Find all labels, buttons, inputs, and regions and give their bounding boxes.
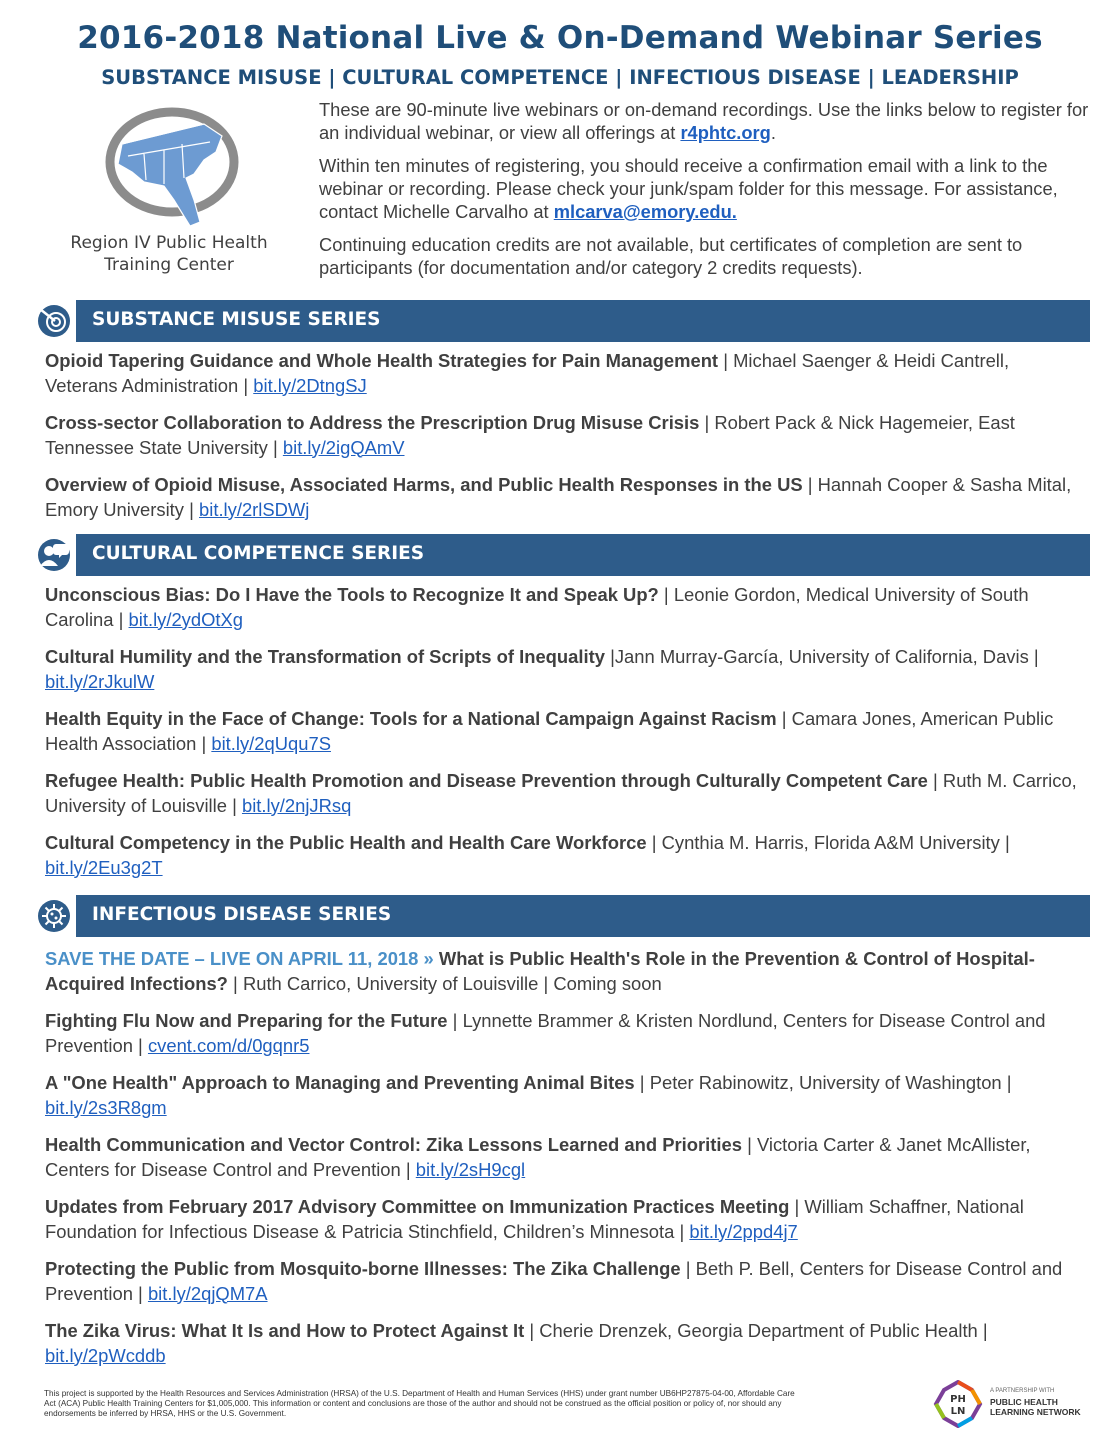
logo-line-2: Training Center: [104, 255, 234, 275]
intro-paragraph-1: These are 90-minute live webinars or on-demand recordings. Use the links below to register for an individual webinar, or view all offerings at r4phtc.org.: [319, 99, 1089, 143]
virus-icon: [32, 895, 76, 937]
webinar-link[interactable]: bit.ly/2njJRsq: [241, 794, 352, 816]
list-item: The Zika Virus: What It Is and How to Protect Against It | Cherie Drenzek, Georgia Department of Public Health | bit.ly/2pWcddb: [45, 1320, 988, 1366]
southeast-map-icon: [54, 104, 284, 234]
people-chat-icon: [32, 534, 76, 576]
substance-misuse-title: SUBSTANCE MISUSE SERIES: [92, 309, 381, 330]
webinar-link[interactable]: bit.ly/2pWcddb: [45, 1344, 166, 1366]
page-title: 2016-2018 National Live & On-Demand Webinar Series: [77, 20, 1043, 56]
list-item: Health Communication and Vector Control: Zika Lessons Learned and Priorities | Victoria Carter & Janet McAllister, Centers for Disease Control and Prevention | bit.ly/2sH9cgl: [45, 1134, 1031, 1180]
cultural-competence-list: [45, 583, 1085, 893]
contact-email-link[interactable]: mlcarva@emory.edu.: [553, 201, 737, 222]
list-item: Fighting Flu Now and Preparing for the Future | Lynnette Brammer & Kristen Nordlund, Centers for Disease Control and Prevention | cvent.com/d/0gqnr5: [45, 1010, 1046, 1056]
webinar-link[interactable]: cvent.com/d/0gqnr5: [147, 1034, 310, 1056]
r4phtc-link[interactable]: r4phtc.org: [680, 122, 771, 143]
infectious-disease-header: [32, 895, 1090, 937]
phln-star-icon: [932, 1380, 984, 1428]
intro-text: [319, 98, 1089, 289]
infectious-disease-list: [45, 947, 1085, 1381]
region-iv-logo: [54, 104, 284, 282]
list-item: Health Equity in the Face of Change: Tools for a National Campaign Against Racism | Camara Jones, American Public Health Association | bit.ly/2qUqu7S: [45, 708, 1054, 754]
list-item: Protecting the Public from Mosquito-borne Illnesses: The Zika Challenge | Beth P. Bell, Centers for Disease Control and Prevention | bit.ly/2qjQM7A: [45, 1258, 1063, 1304]
webinar-link[interactable]: bit.ly/2sH9cgl: [415, 1158, 526, 1180]
webinar-link[interactable]: bit.ly/2ydOtXg: [128, 608, 244, 630]
infectious-disease-title: INFECTIOUS DISEASE SERIES: [92, 904, 392, 925]
phln-logo: [932, 1380, 1082, 1428]
logo-line-1: Region IV Public Health: [70, 233, 268, 253]
svg-text:PH: PH: [950, 1394, 966, 1405]
cultural-competence-header: [32, 534, 1090, 576]
list-item: Unconscious Bias: Do I Have the Tools to Recognize It and Speak Up? | Leonie Gordon, Medical University of South Carolina | bit.ly/2ydOtXg: [45, 584, 1029, 630]
svg-text:LN: LN: [950, 1406, 966, 1417]
webinar-link[interactable]: bit.ly/2DtngSJ: [253, 374, 367, 396]
substance-misuse-list: [45, 349, 1085, 535]
webinar-link[interactable]: bit.ly/2rJkulW: [45, 670, 155, 692]
substance-misuse-header: [32, 300, 1090, 342]
list-item: Overview of Opioid Misuse, Associated Harms, and Public Health Responses in the US | Hannah Cooper & Sasha Mital, Emory University | bit.ly/2rlSDWj: [45, 474, 1072, 520]
list-item: Cultural Humility and the Transformation of Scripts of Inequality |Jann Murray-García, University of California, Davis | bit.ly/2rJkulW: [45, 646, 1039, 692]
series-subtitle: SUBSTANCE MISUSE | CULTURAL COMPETENCE | INFECTIOUS DISEASE | LEADERSHIP: [101, 66, 1019, 89]
webinar-link[interactable]: bit.ly/2Eu3g2T: [45, 856, 163, 878]
list-item: Refugee Health: Public Health Promotion and Disease Prevention through Culturally Competent Care | Ruth M. Carrico, University of Louisville | bit.ly/2njJRsq: [45, 770, 1077, 816]
list-item: Updates from February 2017 Advisory Committee on Immunization Practices Meeting | William Schaffner, National Foundation for Infectious Disease & Patricia Stinchfield, Children’s Minnesota | bit.ly/2ppd4j7: [45, 1196, 1024, 1242]
logo-caption: [54, 232, 284, 276]
webinar-link[interactable]: bit.ly/2qUqu7S: [211, 732, 331, 754]
webinar-link[interactable]: bit.ly/2s3R8gm: [45, 1096, 167, 1118]
intro-paragraph-2: Within ten minutes of registering, you should receive a confirmation email with a link to the webinar or recording. Please check your junk/spam folder for this message. For assistance, contact Michelle Carvalho at mlcarva@emory.edu.: [319, 155, 1058, 222]
list-item: Cross-sector Collaboration to Address the Prescription Drug Misuse Crisis | Robert Pack & Nick Hagemeier, East Tennessee State University | bit.ly/2igQAmV: [45, 412, 1015, 458]
phln-name: PUBLIC HEALTH LEARNING NETWORK: [990, 1397, 1081, 1417]
list-item: Opioid Tapering Guidance and Whole Health Strategies for Pain Management | Michael Saenger & Heidi Cantrell, Veterans Administration | bit.ly/2DtngSJ: [45, 350, 1010, 396]
intro-paragraph-3: Continuing education credits are not available, but certificates of completion are sent to participants (for documentation and/or category 2 credits requests).: [319, 234, 1023, 278]
cultural-competence-title: CULTURAL COMPETENCE SERIES: [92, 543, 425, 564]
target-icon: [32, 300, 76, 342]
list-item: Cultural Competency in the Public Health and Health Care Workforce | Cynthia M. Harris, Florida A&M University | bit.ly/2Eu3g2T: [45, 832, 1010, 878]
webinar-link[interactable]: bit.ly/2ppd4j7: [689, 1220, 798, 1242]
featured-webinar: SAVE THE DATE – LIVE ON APRIL 11, 2018 » What is Public Health's Role in the Prevention & Control of Hospital-Acquired Infections? | Ruth Carrico, University of Louisville | Coming soon: [45, 948, 1035, 994]
funding-disclaimer: This project is supported by the Health Resources and Services Administration (HRSA) of the U.S. Department of Health and Human Services (HHS) under grant number UB6HP27875-04-00, Affordable Care Act (ACA) Public Health Training Centers for $1,005,000. This information or content and conclusions are those of the author and should not be construed as the official position or policy of, nor should any endorsements be inferred by HRSA, HHS or the U.S. Government.: [44, 1389, 795, 1419]
phln-tagline: A PARTNERSHIP WITH: [990, 1388, 1055, 1394]
list-item: A "One Health" Approach to Managing and Preventing Animal Bites | Peter Rabinowitz, University of Washington | bit.ly/2s3R8gm: [45, 1072, 1012, 1118]
webinar-link[interactable]: bit.ly/2rlSDWj: [199, 498, 310, 520]
save-the-date-label: SAVE THE DATE – LIVE ON APRIL 11, 2018 »: [45, 948, 434, 969]
webinar-link[interactable]: bit.ly/2qjQM7A: [147, 1282, 268, 1304]
coming-soon-label: Coming soon: [553, 972, 662, 994]
webinar-link[interactable]: bit.ly/2igQAmV: [282, 436, 405, 458]
